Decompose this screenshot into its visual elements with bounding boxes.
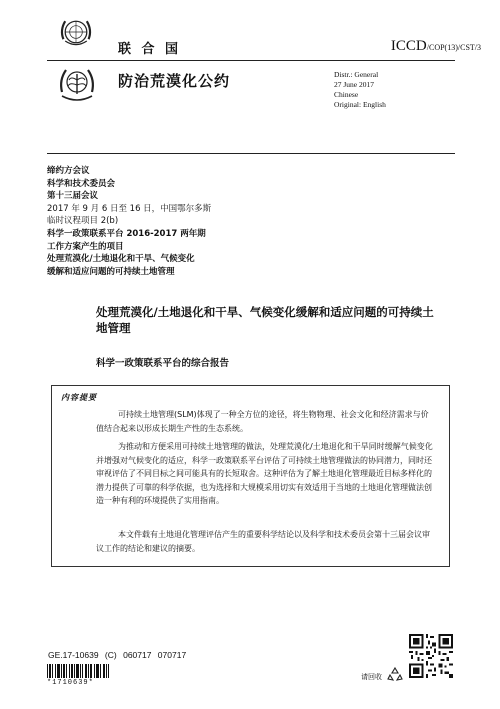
distribution-line: Chinese: [334, 90, 359, 99]
abstract-paragraph-text: 为推动和方便采用可持续土地管理的做法，处理荒漠化/土地退化和干旱同时缓解气候变化并增强对气候变化的适应，科学一政策联系平台评估了可持续土地管理做法的协同潜力，同时还审视评估了不同目标之间可能具有的长短取舍。这种评估为了解土地退化管理最近目标多样化的潜力提供了可靠的科学依据，也为选择和大规模采用切实有效适用于当地的土地退化管理做法创造一种有利的环境提供了实用指南。: [96, 442, 433, 505]
meta-line: 科学一政策联系平台 2016-2017 两年期: [47, 228, 206, 239]
meta-line: 2017 年 9 月 6 日至 16 日，中国鄂尔多斯: [47, 203, 212, 214]
org-name: 联 合 国: [118, 42, 182, 57]
header-rule: [47, 60, 455, 61]
meta-line: 缔约方会议: [47, 166, 90, 176]
document-symbol: [391, 38, 481, 55]
recycle-icon: [387, 666, 403, 682]
convention-name: 防治荒漠化公约: [118, 72, 231, 90]
document-subtitle: 科学一政策联系平台的综合报告: [96, 358, 230, 369]
abstract-paragraph: [96, 408, 434, 435]
barcode-number: *1710639*: [47, 679, 94, 687]
meta-line: 临时议程项目 2(b): [47, 216, 119, 227]
distribution-info: [334, 70, 386, 110]
symbol-suffix: /COP(13)/CST/3: [426, 43, 481, 52]
abstract-label: 内容提要: [61, 392, 97, 402]
qr-code-icon: [409, 634, 453, 678]
section-rule: [47, 153, 455, 154]
meta-line: 处理荒漠化/土地退化和干旱、气候变化: [47, 254, 195, 265]
abstract-paragraph: [96, 528, 434, 555]
document-title: 处理荒漠化/土地退化和干旱、气候变化缓解和适应问题的可持续土地管理: [96, 305, 434, 335]
meeting-info: [47, 165, 211, 278]
un-emblem-icon: [58, 14, 94, 50]
job-number: GE.17-10639 (C) 060717 070717: [48, 650, 187, 660]
meta-line: 工作方案产生的项目: [47, 241, 124, 252]
meta-line: 缓解和适应问题的可持续土地管理: [47, 266, 175, 277]
meta-line: 第十三届会议: [47, 191, 99, 202]
meta-line: 科学和技术委员会: [47, 178, 116, 189]
barcode-icon: [47, 664, 109, 678]
recycle-label: 请回收: [361, 673, 382, 681]
symbol-main: ICCD: [390, 38, 427, 54]
abstract-paragraph-text: 本文件载有土地退化管理评估产生的重要科学结论以及科学和技术委员会第十三届会议审议工作的结论和建议的摘要。: [96, 530, 430, 553]
distribution-line: 27 June 2017: [334, 80, 374, 89]
abstract-paragraph-text: 可持续土地管理(SLM)体现了一种全方位的途径，将生物物理、社会文化和经济需求与价值结合起来以形成长期生产性的生态系统。: [96, 410, 429, 433]
distribution-line: Original: English: [334, 100, 386, 109]
unccd-logo-icon: [56, 64, 98, 104]
distribution-line: Distr.: General: [334, 70, 379, 79]
abstract-paragraph: [96, 440, 434, 508]
